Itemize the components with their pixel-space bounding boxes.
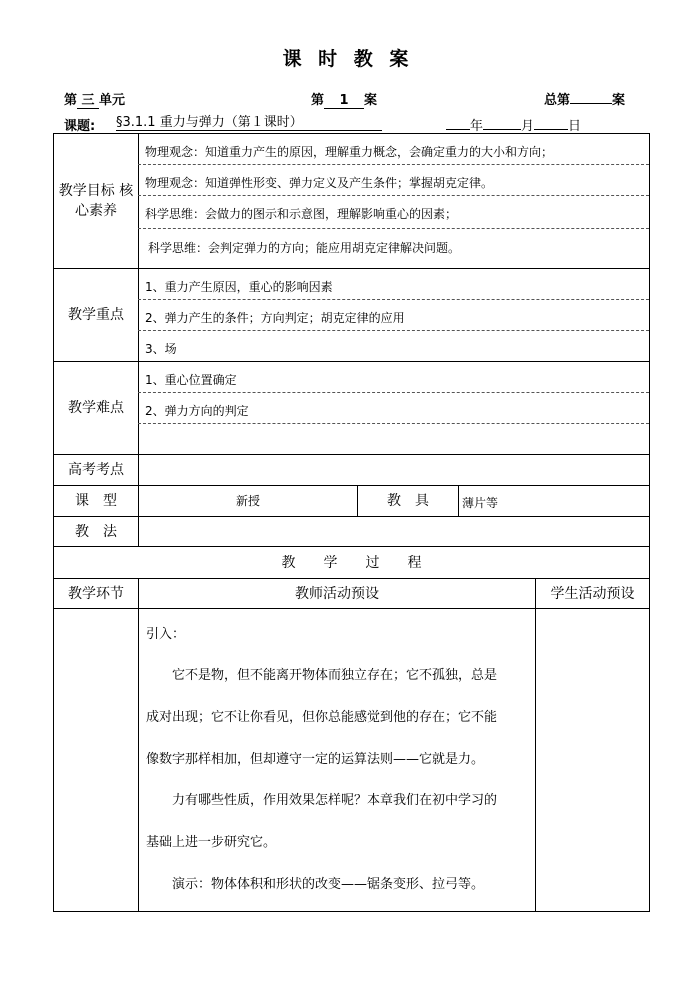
subject-value: §3.1.1 重力与弹力（第１课时）: [116, 115, 382, 131]
paragraph-line: 它不是物，但不能离开物体而独立存在；它不孤独，总是: [146, 668, 498, 683]
lesson-number-field: [311, 89, 377, 109]
subject-label: [64, 115, 95, 134]
lesson-value: 1: [324, 93, 364, 109]
lesson-suffix: 案: [364, 93, 378, 108]
column-divider-tools: [458, 485, 459, 516]
total-value: [570, 103, 612, 104]
dashed-row-line: [138, 392, 649, 393]
document-title: 课 时 教 案: [282, 48, 414, 70]
goals-label-line1: 教学目标 核: [58, 183, 134, 199]
total-lesson-field: [544, 89, 625, 108]
difficulty-item: 2、弹力方向的判定: [145, 404, 249, 418]
column-divider-stage: [138, 578, 139, 912]
key-points-label: 教学重点: [68, 307, 124, 323]
goal-item: 物理观念：知道重力产生的原因，理解重力概念，会确定重力的大小和方向；: [145, 145, 554, 159]
goals-label-line2: 心素养: [74, 203, 117, 219]
unit-value: 三: [77, 93, 99, 109]
row-line: [53, 516, 650, 517]
date-field: [446, 115, 581, 134]
unit-suffix: 单元: [99, 93, 126, 108]
dashed-row-line: [138, 423, 649, 424]
row-line: [53, 268, 650, 269]
dashed-row-line: [138, 195, 649, 196]
col-header-student: 学生活动预设: [550, 585, 635, 602]
col-header-stage: 教学环节: [68, 585, 124, 602]
lesson-type-value: 新授: [235, 494, 260, 508]
col-header-teacher: 教师活动预设: [295, 585, 379, 602]
unit-field: [64, 89, 125, 109]
table-border-right: [649, 133, 650, 912]
total-suffix: 案: [612, 93, 626, 108]
paragraph-line: 力有哪些性质，作用效果怎样呢？本章我们在初中学习的: [146, 793, 498, 808]
year-label: 年: [470, 119, 484, 134]
difficulties-label: 教学难点: [68, 400, 124, 416]
month-blank: [483, 129, 521, 130]
paragraph-line: 基础上进一步研究它。: [146, 835, 277, 850]
dashed-row-line: [138, 330, 649, 331]
dashed-row-line: [138, 164, 649, 165]
day-label: 日: [568, 119, 582, 134]
goal-item: 科学思维：会做力的图示和示意图，理解影响重心的因素；: [145, 207, 458, 221]
row-line: [53, 911, 650, 912]
row-line: [53, 454, 650, 455]
key-point-item: 1、重力产生原因，重心的影响因素: [145, 280, 333, 294]
row-line: [53, 608, 650, 609]
day-blank: [534, 129, 568, 130]
teaching-tools-label: 教 具: [387, 493, 429, 509]
key-point-item: 2、弹力产生的条件；方向判定；胡克定律的应用: [145, 311, 405, 325]
dashed-row-line: [138, 299, 649, 300]
subject-label-text: 课题:: [64, 119, 96, 134]
dashed-row-line: [138, 228, 649, 229]
paragraph-line: 演示：物体体积和形状的改变——锯条变形、拉弓等。: [146, 877, 485, 892]
intro-label: 引入：: [146, 627, 186, 642]
total-prefix: 总第: [544, 93, 571, 108]
teaching-method-label: 教 法: [75, 523, 117, 540]
subject-value-field: [116, 115, 382, 131]
month-label: 月: [521, 119, 535, 134]
lesson-type-label: 课 型: [75, 493, 117, 509]
goal-item: 物理观念：知道弹性形变、弹力定义及产生条件；掌握胡克定律。: [145, 176, 494, 190]
goals-label: [54, 134, 138, 268]
row-line: [53, 361, 650, 362]
exam-points-label: 高考考点: [68, 462, 124, 478]
column-divider-student: [535, 578, 536, 912]
paragraph-line: 成对出现；它不让你看见，但你总能感觉到他的存在；它不能: [146, 710, 498, 725]
unit-prefix: 第: [64, 93, 78, 108]
paragraph-line: 像数字那样相加，但却遵守一定的运算法则——它就是力。: [146, 752, 485, 767]
year-blank: [446, 129, 470, 130]
lesson-prefix: 第: [311, 93, 325, 108]
key-point-item: 3、场: [145, 342, 177, 356]
difficulty-item: 1、重心位置确定: [145, 373, 237, 387]
teaching-tools-value: 薄片等: [462, 496, 499, 510]
row-line: [53, 133, 650, 134]
goal-item: 科学思维：会判定弹力的方向；能应用胡克定律解决问题。: [148, 241, 461, 255]
process-title: 教 学 过 程: [281, 554, 422, 571]
